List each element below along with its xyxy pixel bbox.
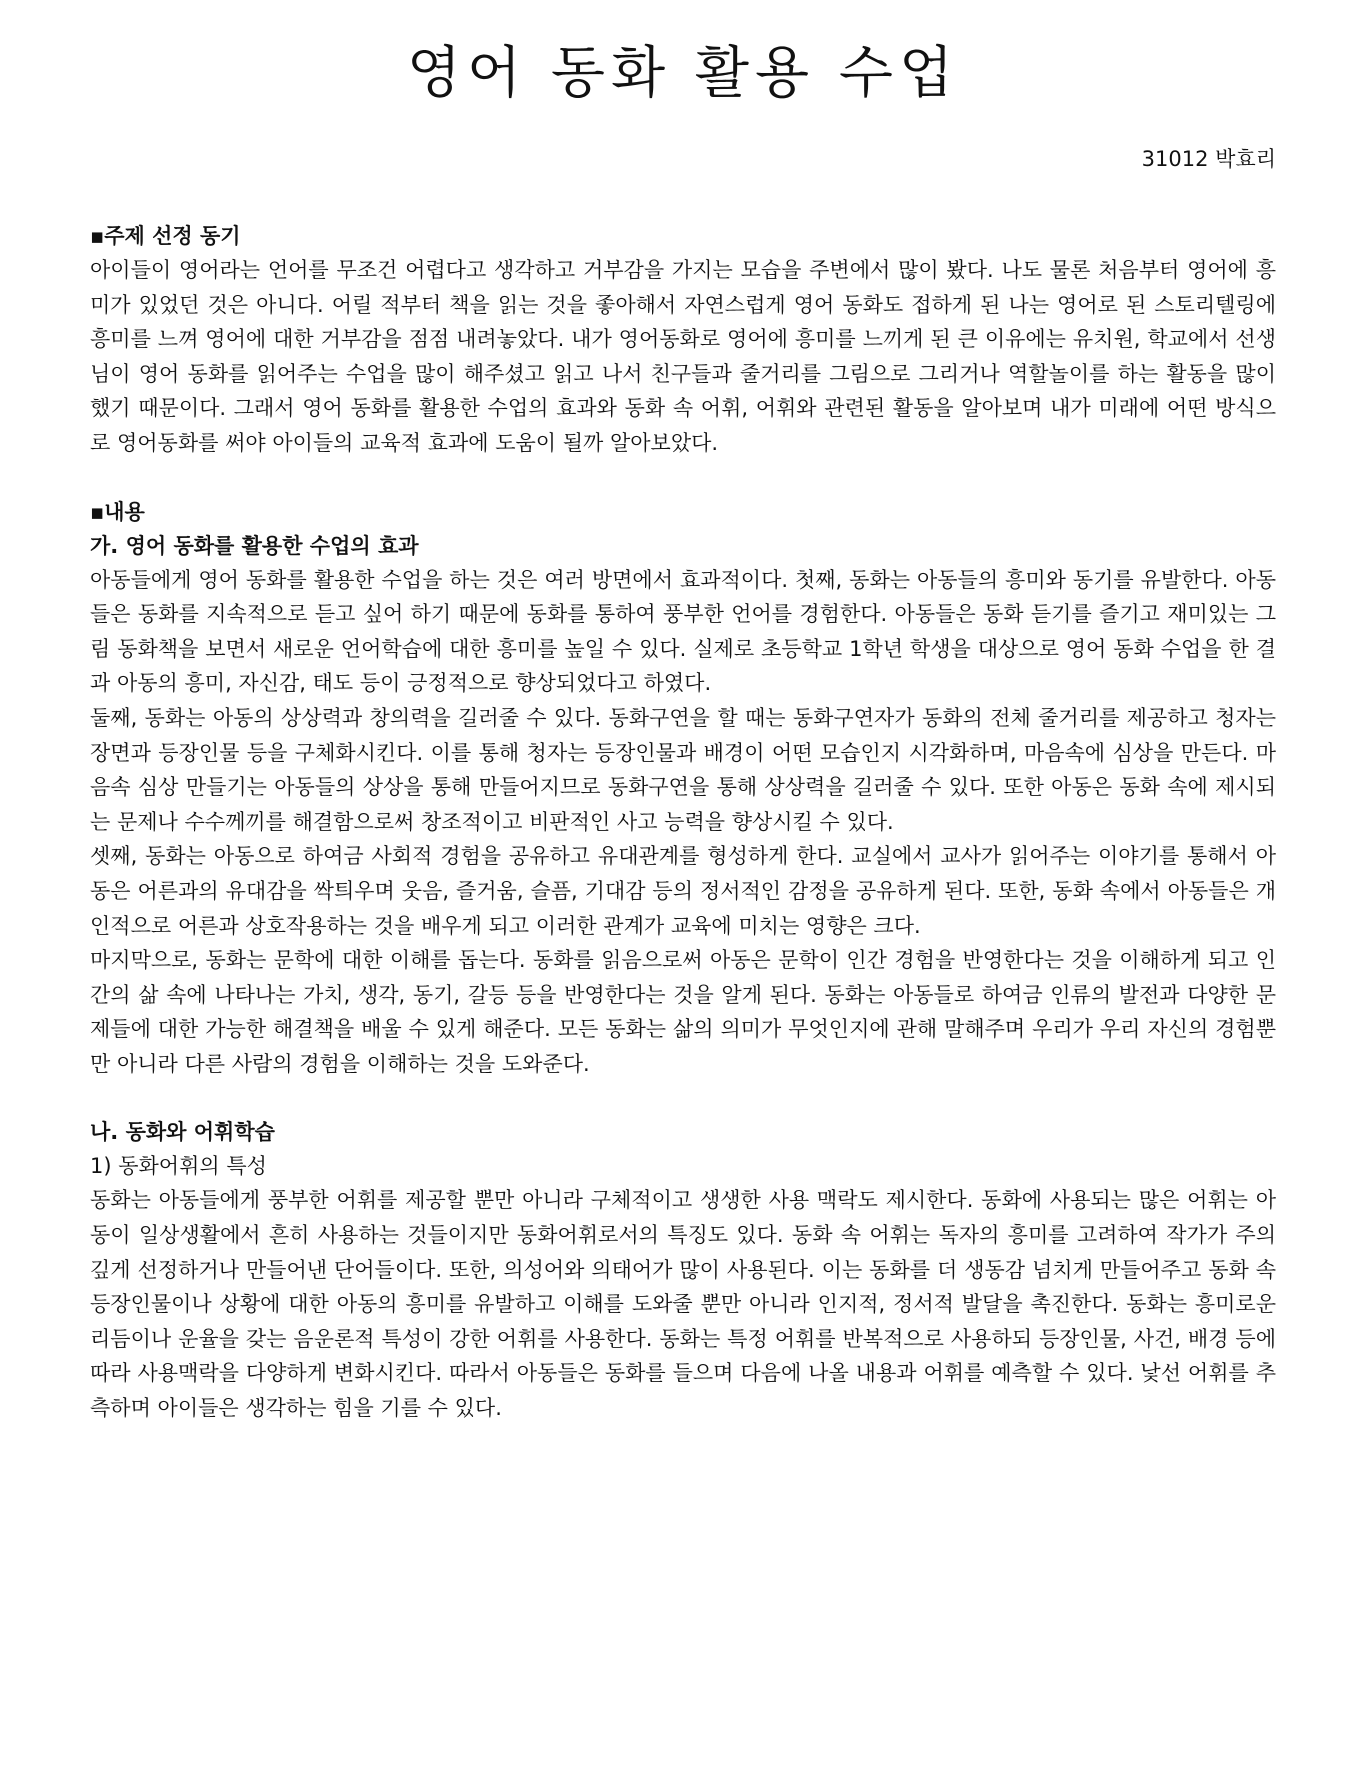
motivation-section — [90, 219, 1276, 461]
section-na-paragraph-1: 동화는 아동들에게 풍부한 어휘를 제공할 뿐만 아니라 구체적이고 생생한 사용 맥락도 제시한다. 동화에 사용되는 많은 어휘는 아동이 일상생활에서 흔히 사용하는 것들이지만 동화어휘로서의 특징도 있다. 동화 속 어휘는 독자의 흥미를 고려하여 작가가 주의 깊게 선정하거나 만들어낸 단어들이다. 또한, 의성어와 의태어가 많이 사용된다. 이는 동화를 더 생동감 넘치게 만들어주고 동화 속 등장인물이나 상황에 대한 아동의 흥미를 유발하고 이해를 도와줄 뿐만 아니라 인지적, 정서적 발달을 촉진한다. 동화는 흥미로운 리듬이나 운율을 갖는 음운론적 특성이 강한 어휘를 사용한다. 동화는 특정 어휘를 반복적으로 사용하되 등장인물, 사건, 배경 등에 따라 사용맥락을 다양하게 변화시킨다. 따라서 아동들은 동화를 들으며 다음에 나올 내용과 어휘를 예측할 수 있다. 낯선 어휘를 추측하며 아이들은 생각하는 힘을 기를 수 있다. — [90, 1188, 1276, 1421]
content-section — [90, 495, 1276, 1426]
section-na-subheading: 1) 동화어휘의 특성 — [90, 1154, 267, 1179]
section-ga-heading: 가. 영어 동화를 활용한 수업의 효과 — [90, 533, 419, 558]
document-title: 영어 동화 활용 수업 — [406, 41, 960, 106]
motivation-heading: ▪주제 선정 동기 — [90, 224, 241, 248]
content-heading: ▪내용 — [90, 499, 145, 524]
spacer — [90, 1081, 1276, 1115]
section-na-heading: 나. 동화와 어휘학습 — [90, 1120, 275, 1145]
section-ga-paragraph-3: 셋째, 동화는 아동으로 하여금 사회적 경험을 공유하고 유대관계를 형성하게 한다. 교실에서 교사가 읽어주는 이야기를 통해서 아동은 어른과의 유대감을 싹틔우며 웃음, 즐거움, 슬픔, 기대감 등의 정서적인 감정을 공유하게 된다. 또한, 동화 속에서 아동들은 개인적으로 어른과 상호작용하는 것을 배우게 되고 이러한 관계가 교육에 미치는 영향은 크다. — [90, 844, 1276, 938]
document-page — [90, 0, 1276, 1426]
spacer — [90, 461, 1276, 495]
author-line: 31012 박효리 — [1141, 147, 1276, 171]
motivation-paragraph: 아이들이 영어라는 언어를 무조건 어렵다고 생각하고 거부감을 가지는 모습을 주변에서 많이 봤다. 나도 물론 처음부터 영어에 흥미가 있었던 것은 아니다. 어릴 적부터 책을 읽는 것을 좋아해서 자연스럽게 영어 동화도 접하게 된 나는 영어로 된 스토리텔링에 흥미를 느껴 영어에 대한 거부감을 점점 내려놓았다. 내가 영어동화로 영어에 흥미를 느끼게 된 큰 이유에는 유치원, 학교에서 선생님이 영어 동화를 읽어주는 수업을 많이 해주셨고 읽고 나서 친구들과 줄거리를 그림으로 그리거나 역할놀이를 하는 활동을 많이 했기 때문이다. 그래서 영어 동화를 활용한 수업의 효과와 동화 속 어휘, 어휘와 관련된 활동을 알아보며 내가 미래에 어떤 방식으로 영어동화를 써야 아이들의 교육적 효과에 도움이 될까 알아보았다. — [90, 258, 1276, 455]
section-ga-paragraph-4: 마지막으로, 동화는 문학에 대한 이해를 돕는다. 동화를 읽음으로써 아동은 문학이 인간 경험을 반영한다는 것을 이해하게 되고 인간의 삶 속에 나타나는 가치, 생각, 동기, 갈등 등을 반영한다는 것을 알게 된다. 동화는 아동들로 하여금 인류의 발전과 다양한 문제들에 대한 가능한 해결책을 배울 수 있게 해준다. 모든 동화는 삶의 의미가 무엇인지에 관해 말해주며 우리가 우리 자신의 경험뿐만 아니라 다른 사람의 경험을 이해하는 것을 도와준다. — [90, 948, 1276, 1076]
section-ga-paragraph-2: 둘째, 동화는 아동의 상상력과 창의력을 길러줄 수 있다. 동화구연을 할 때는 동화구연자가 동화의 전체 줄거리를 제공하고 청자는 장면과 등장인물 등을 구체화시킨다. 이를 통해 청자는 등장인물과 배경이 어떤 모습인지 시각화하며, 마음속에 심상을 만든다. 마음속 심상 만들기는 아동들의 상상을 통해 만들어지므로 동화구연을 통해 상상력을 길러줄 수 있다. 또한 아동은 동화 속에 제시되는 문제나 수수께끼를 해결함으로써 창조적이고 비판적인 사고 능력을 향상시킬 수 있다. — [90, 705, 1276, 834]
section-ga-paragraph-1: 아동들에게 영어 동화를 활용한 수업을 하는 것은 여러 방면에서 효과적이다. 첫째, 동화는 아동들의 흥미와 동기를 유발한다. 아동들은 동화를 지속적으로 듣고 싶어 하기 때문에 동화를 통하여 풍부한 언어를 경험한다. 아동들은 동화 듣기를 즐기고 재미있는 그림 동화책을 보면서 새로운 언어학습에 대한 흥미를 높일 수 있다. 실제로 초등학교 1학년 학생을 대상으로 영어 동화 수업을 한 결과 아동의 흥미, 자신감, 태도 등이 긍정적으로 향상되었다고 하였다. — [90, 567, 1276, 696]
